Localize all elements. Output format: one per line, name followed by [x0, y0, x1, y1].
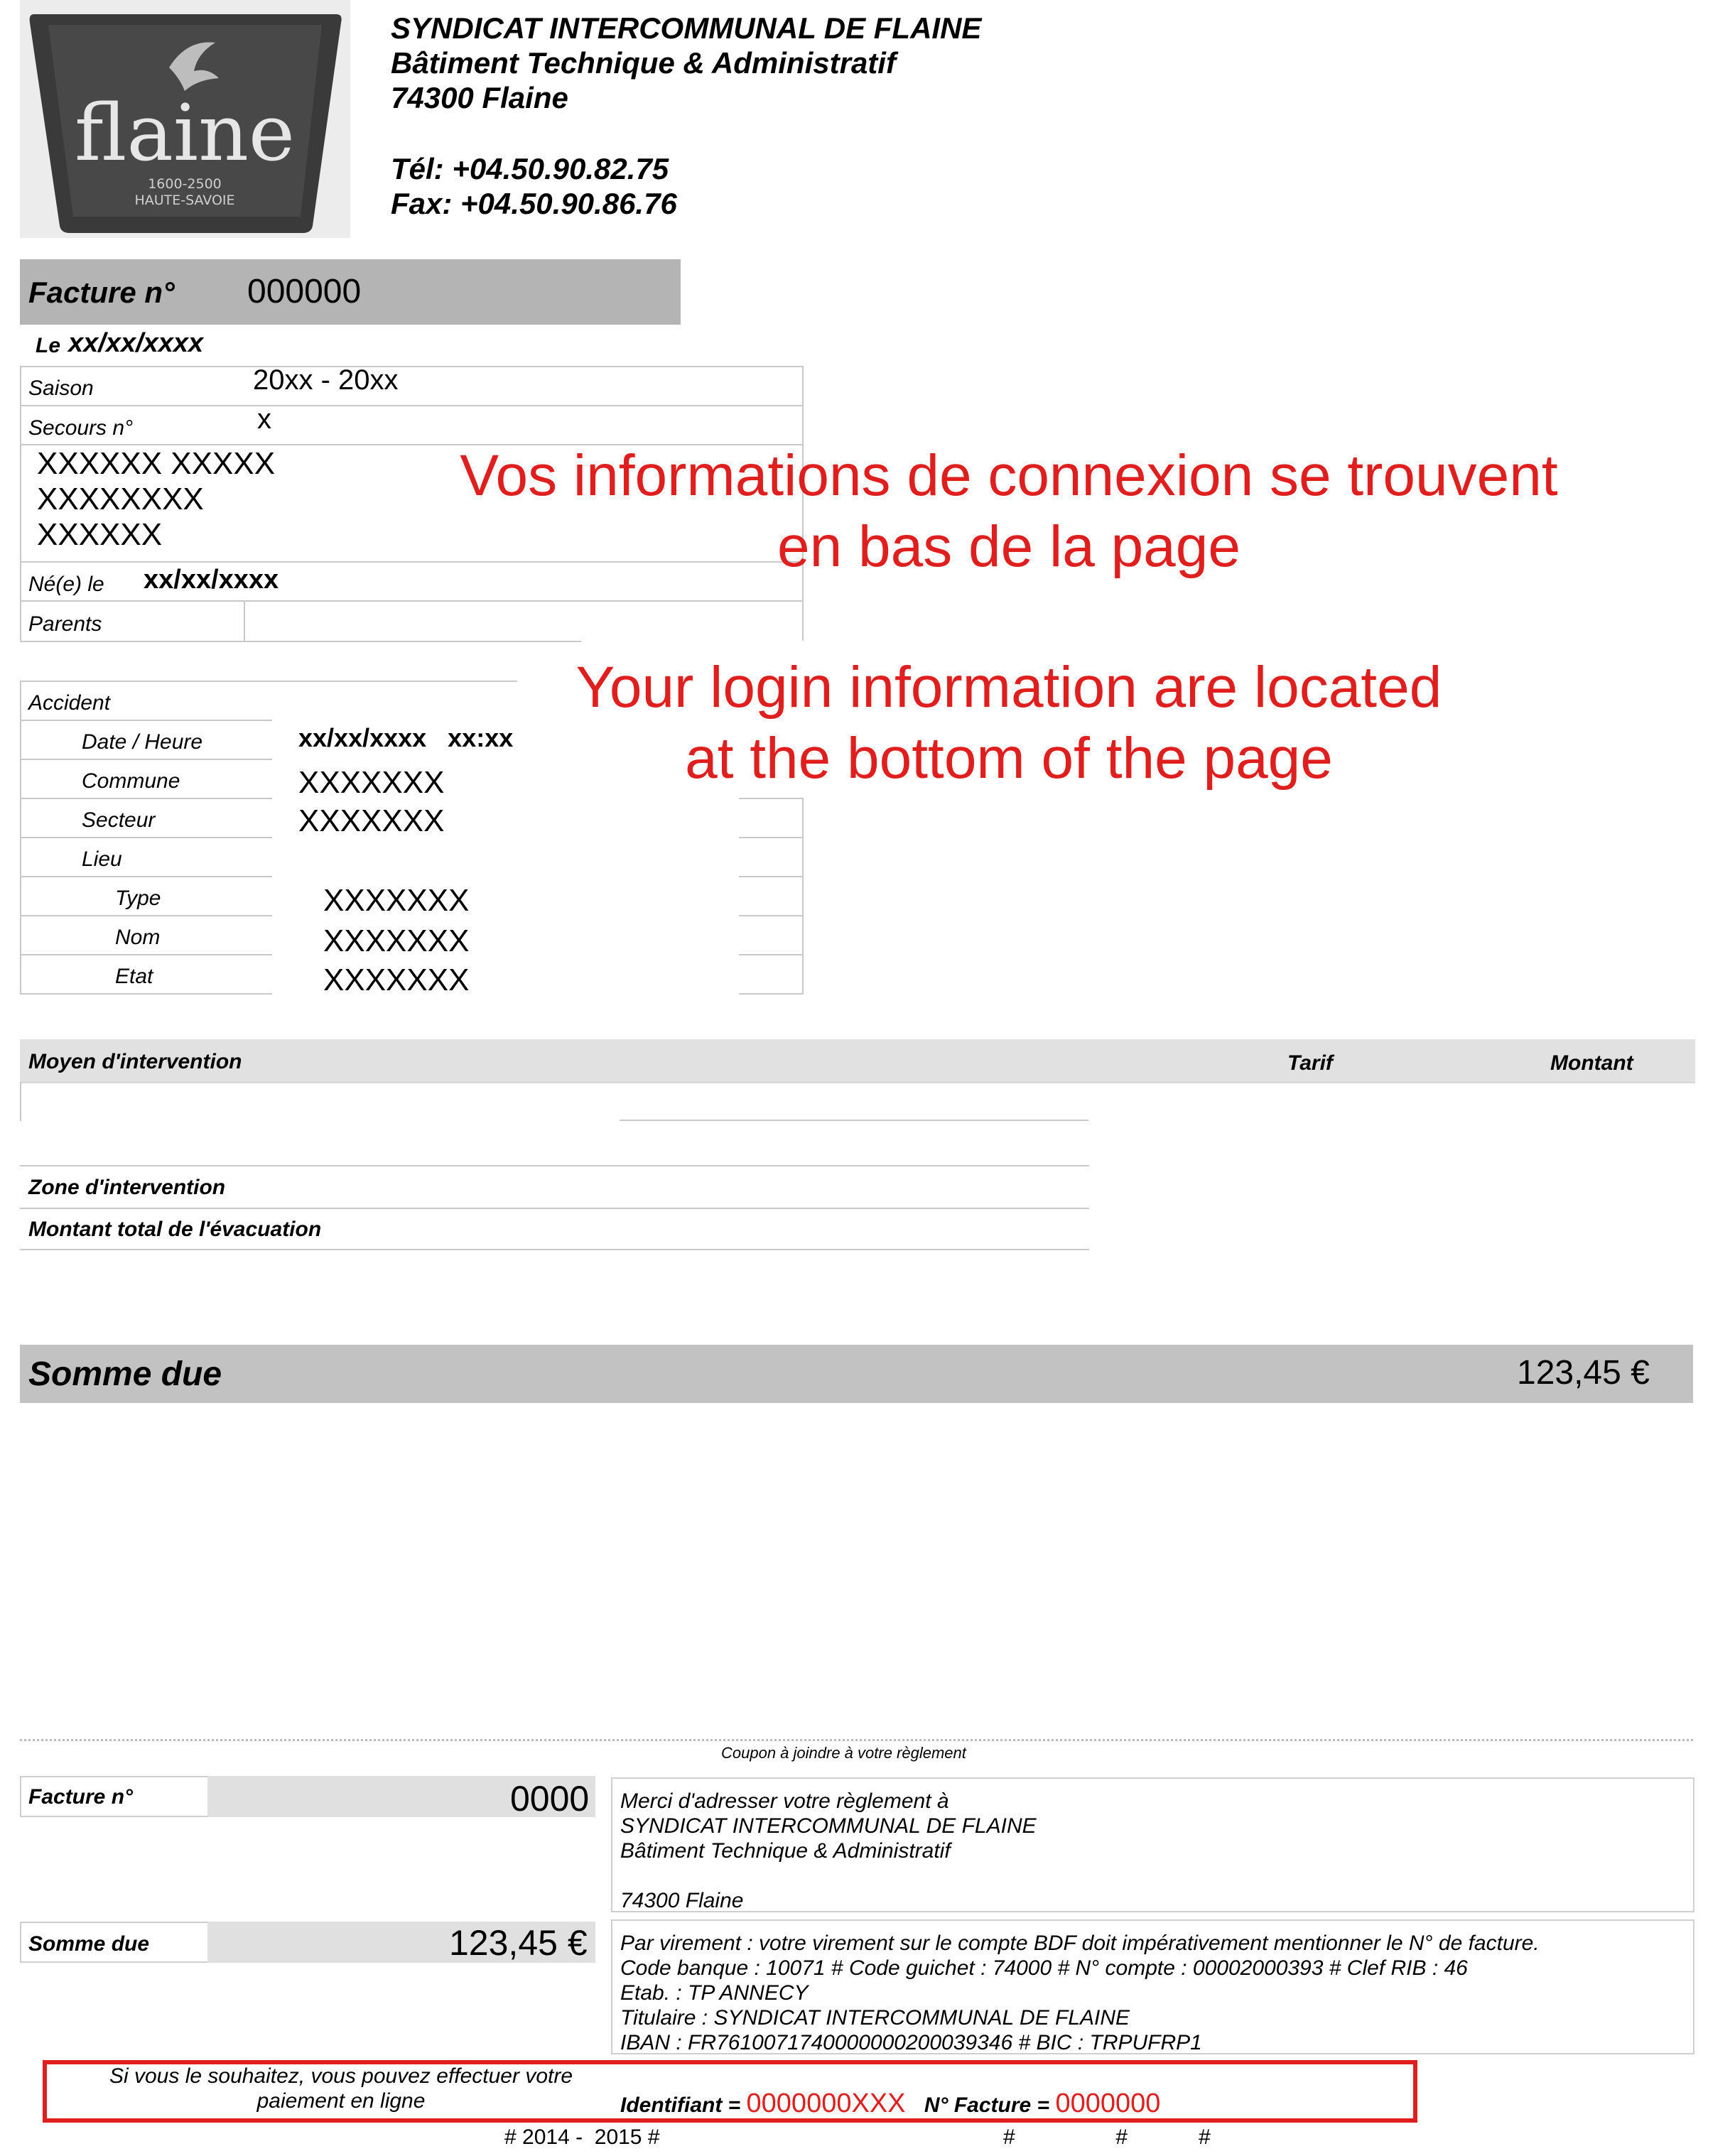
season-label: Saison [28, 377, 94, 400]
born-value: xx/xx/xxxx [144, 565, 279, 595]
tarif-header: Tarif [1287, 1051, 1333, 1075]
date-prefix: Le [36, 334, 61, 357]
accident-nom-label: Nom [115, 926, 161, 949]
accident-commune-label: Commune [82, 769, 180, 793]
rescue-value: x [257, 403, 271, 435]
identifiant-value[interactable]: 0000000XXX [746, 2089, 906, 2118]
born-label: Né(e) le [28, 573, 104, 596]
accident-commune-value: XXXXXXX [298, 765, 445, 800]
montant-header: Montant [1550, 1051, 1633, 1075]
amount-due-label: Somme due [28, 1355, 222, 1393]
org-tel: Tél: +04.50.90.82.75 [391, 152, 669, 185]
login-notice-en: Your login information are located at the bottom of the page [575, 655, 1442, 791]
logo-wordmark: flaine [74, 87, 296, 178]
coupon-cut-line [20, 1739, 1693, 1741]
invoice-date: xx/xx/xxxx [68, 328, 204, 358]
coupon-somme-amount: 123,45 € [449, 1923, 588, 1963]
logo-altitude: 1600-2500 [148, 176, 222, 192]
patient-name: XXXXXX XXXXX XXXXXXXX XXXXXX [37, 446, 276, 552]
org-building: Bâtiment Technique & Administratif [391, 46, 896, 80]
invoice-label: Facture n° [28, 276, 175, 309]
accident-title: Accident [28, 691, 111, 715]
accident-lieu-label: Lieu [82, 847, 122, 871]
coupon-bank-details: Par virement : votre virement sur le compte BDF doit impérativement mentionner le N° de facture. Code banque : 10071 # Code guichet : 74000 # N° compte : 00002000393 # Clef RIB : 46 Etab. : TP ANNECY Titulaire : SYNDICAT INTERCOMMUNAL DE FLAINE IBAN : FR7610071740000000200039346 # BIC : TRPUFRP1 [620, 1932, 1540, 2054]
org-name: SYNDICAT INTERCOMMUNAL DE FLAINE [391, 11, 982, 45]
amount-due-value: 123,45 € [1517, 1354, 1650, 1392]
accident-etat-label: Etat [115, 965, 153, 988]
footer-season: # 2014 - 2015 # [504, 2125, 660, 2149]
logo-region: HAUTE-SAVOIE [134, 193, 235, 208]
accident-type-label: Type [115, 887, 161, 910]
accident-secteur-value: XXXXXXX [298, 803, 445, 838]
coupon-facture-number: 0000 [510, 1779, 590, 1819]
accident-type-value: XXXXXXX [323, 883, 470, 918]
identifiant-label: Identifiant = [620, 2093, 741, 2117]
accident-secteur-label: Secteur [82, 808, 156, 832]
invoice-number: 000000 [247, 273, 362, 310]
org-city: 74300 Flaine [391, 81, 568, 114]
org-fax: Fax: +04.50.90.86.76 [391, 187, 677, 220]
flaine-logo [20, 0, 350, 238]
intervention-header-band [20, 1039, 1695, 1082]
login-credentials [620, 2089, 1160, 2119]
season-value: 20xx - 20xx [253, 364, 399, 396]
coupon-caption: Coupon à joindre à votre règlement [721, 1744, 966, 1762]
coupon-address: Merci d'adresser votre règlement à SYNDICAT INTERCOMMUNAL DE FLAINE Bâtiment Technique & Administratif 74300 Flaine [620, 1789, 1037, 1912]
coupon-facture-label: Facture n° [28, 1785, 134, 1809]
online-payment-text: Si vous le souhaitez, vous pouvez effectuer votre paiement en ligne [109, 2064, 573, 2113]
moyen-header: Moyen d'intervention [28, 1050, 242, 1073]
login-notice-fr: Vos informations de connexion se trouvent en bas de la page [460, 443, 1558, 579]
rescue-label: Secours n° [28, 416, 134, 440]
nfacture-value[interactable]: 0000000 [1055, 2089, 1161, 2118]
parents-label: Parents [28, 612, 102, 636]
coupon-somme-label: Somme due [28, 1932, 150, 1956]
amount-due-band [20, 1345, 1693, 1403]
accident-nom-value: XXXXXXX [323, 923, 470, 958]
footer-marks: # # # [1003, 2125, 1211, 2149]
accident-etat-value: XXXXXXX [323, 963, 470, 997]
accident-date-value: xx/xx/xxxx xx:xx [298, 723, 514, 752]
nfacture-label: N° Facture = [924, 2093, 1050, 2117]
zone-label: Zone d'intervention [28, 1176, 226, 1199]
accident-date-label: Date / Heure [82, 730, 203, 754]
total-label: Montant total de l'évacuation [28, 1218, 322, 1241]
